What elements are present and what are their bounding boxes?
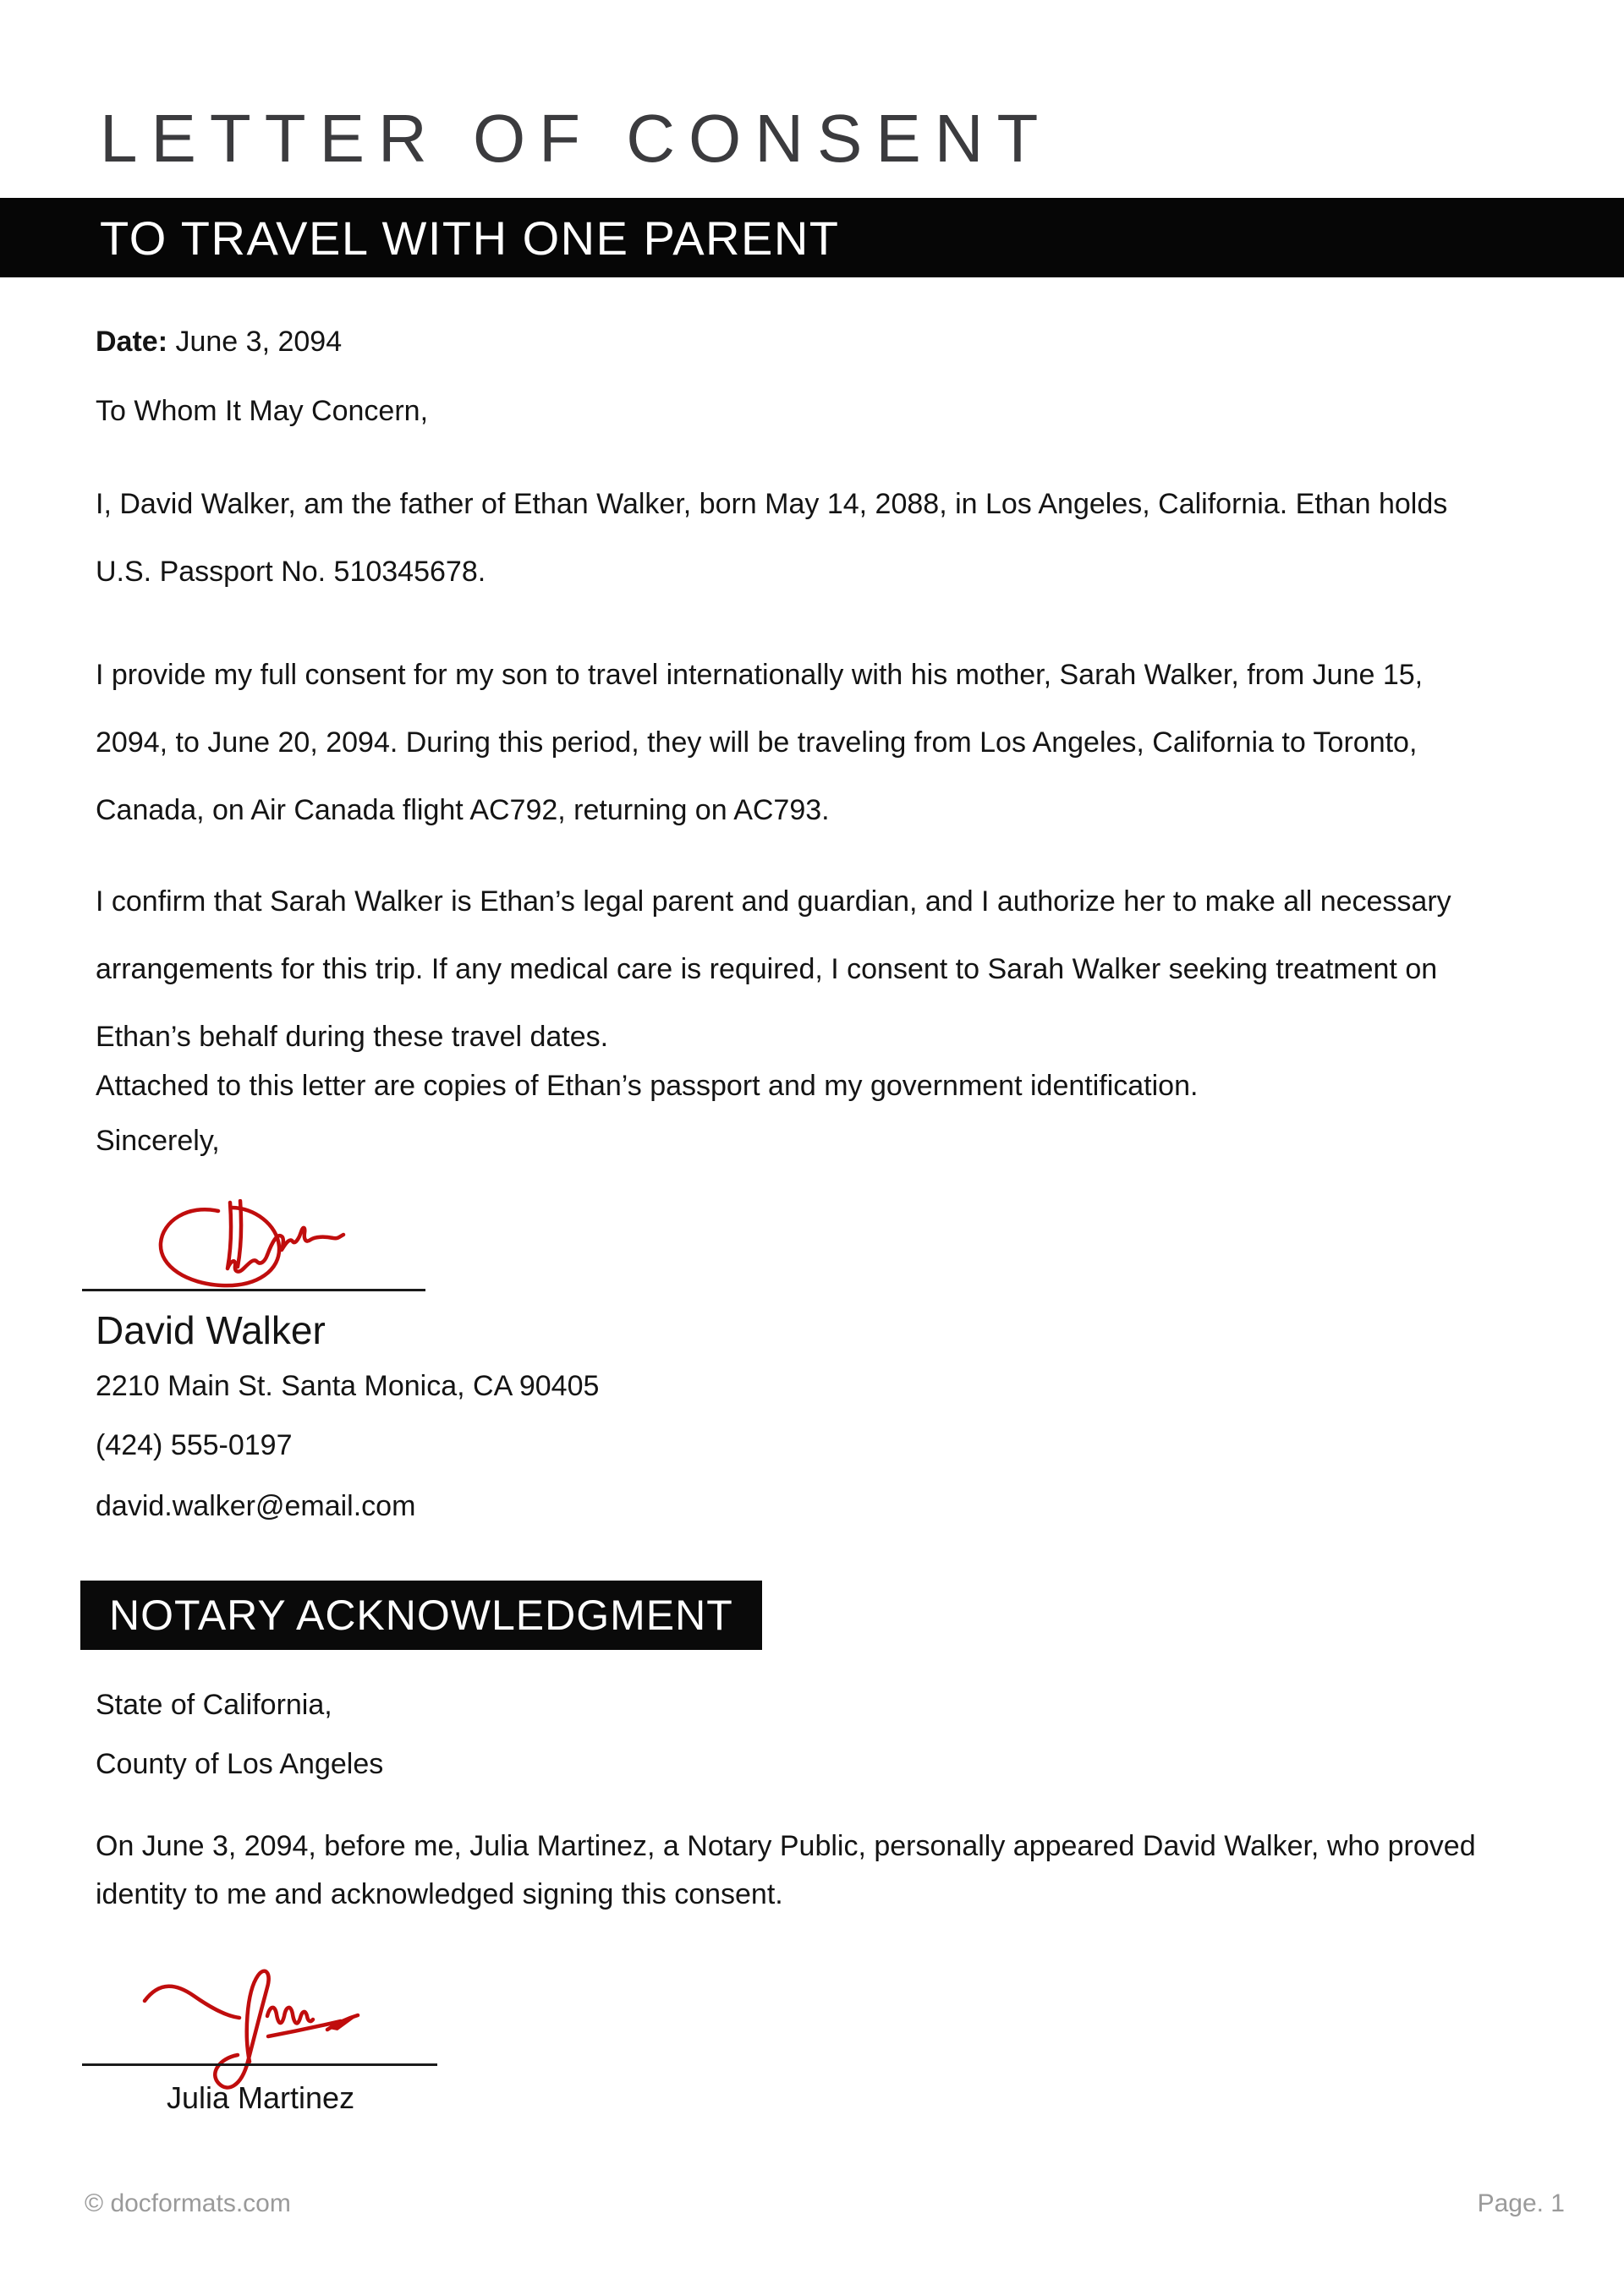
- paragraph-1-line-1: I, David Walker, am the father of Ethan Walker, born May 14, 2088, in Los Angeles, California. Ethan holds: [96, 488, 1448, 520]
- paragraph-4-line-1: Attached to this letter are copies of Ethan’s passport and my government identification.: [96, 1070, 1199, 1102]
- paragraph-3: [96, 868, 1451, 1071]
- paragraph-1: [96, 470, 1447, 606]
- date-line: [96, 308, 342, 375]
- signature-stroke: [145, 1986, 239, 2018]
- page-title: LETTER OF CONSENT: [100, 101, 1052, 176]
- paragraph-2-line-3: Canada, on Air Canada flight AC792, returning on AC793.: [96, 794, 830, 826]
- signer-email: david.walker@email.com: [96, 1490, 416, 1522]
- notary-heading-text: NOTARY ACKNOWLEDGMENT: [109, 1592, 733, 1639]
- paragraph-3-line-1: I confirm that Sarah Walker is Ethan’s legal parent and guardian, and I authorize her to make all necessary: [96, 885, 1451, 918]
- paragraph-4: [96, 1052, 1198, 1120]
- notary-heading-banner: [80, 1581, 762, 1650]
- salutation: To Whom It May Concern,: [96, 395, 429, 427]
- date-value: June 3, 2094: [175, 326, 343, 358]
- signature-stroke: [161, 1208, 279, 1285]
- notary-statement-line-2: identity to me and acknowledged signing this consent.: [96, 1878, 783, 1910]
- notary-statement-line-1: On June 3, 2094, before me, Julia Martinez, a Notary Public, personally appeared David Walker, who proved: [96, 1830, 1476, 1862]
- page-footer: [85, 2187, 1565, 2221]
- paragraph-2-line-2: 2094, to June 20, 2094. During this period, they will be traveling from Los Angeles, California to Toronto,: [96, 726, 1418, 759]
- paragraph-2: [96, 641, 1423, 844]
- signer-signature-line: [82, 1289, 425, 1291]
- signer-name: David Walker: [96, 1308, 326, 1352]
- paragraph-1-line-2: U.S. Passport No. 510345678.: [96, 556, 486, 588]
- notary-state-line: State of California,: [96, 1689, 332, 1721]
- subtitle-text: TO TRAVEL WITH ONE PARENT: [100, 211, 840, 265]
- notary-county-line: County of Los Angeles: [96, 1748, 384, 1780]
- david-walker-signature-icon: [144, 1199, 355, 1296]
- paragraph-2-line-1: I provide my full consent for my son to travel internationally with his mother, Sarah Walker, from June 15,: [96, 659, 1424, 691]
- closing: Sincerely,: [96, 1125, 220, 1157]
- signer-phone: (424) 555-0197: [96, 1429, 293, 1461]
- paragraph-3-line-3: Ethan’s behalf during these travel dates.: [96, 1021, 609, 1053]
- subtitle-banner: [0, 198, 1624, 277]
- signature-stroke: [267, 2008, 313, 2023]
- notary-statement: [96, 1822, 1476, 1919]
- footer-copyright: © docformats.com: [85, 2189, 291, 2217]
- date-label: Date:: [96, 326, 168, 358]
- paragraph-3-line-2: arrangements for this trip. If any medical care is required, I consent to Sarah Walker seeking treatment on: [96, 953, 1438, 985]
- notary-name: Julia Martinez: [167, 2080, 355, 2115]
- signer-address: 2210 Main St. Santa Monica, CA 90405: [96, 1370, 600, 1402]
- footer-page-number: Page. 1: [1477, 2189, 1565, 2217]
